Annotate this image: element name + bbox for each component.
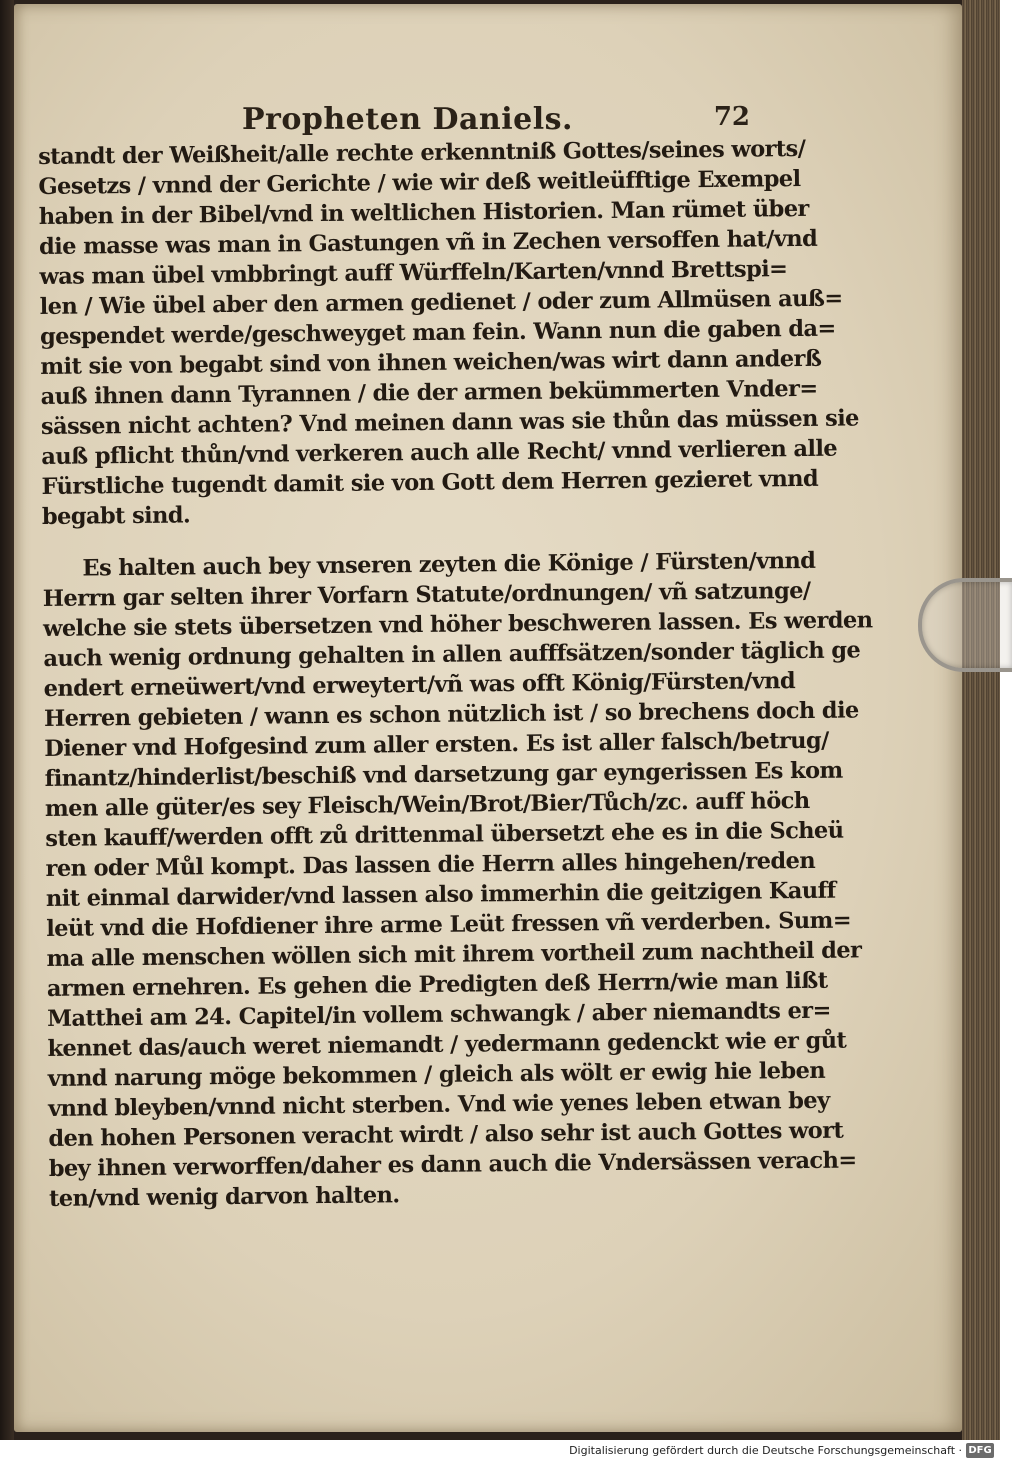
text-line: finantz/hinderlist/beschiß vnd darsetzung gar eyngerissen Es kom — [44, 757, 843, 792]
body-text — [38, 135, 873, 1214]
text-line: sässen nicht achten? Vnd meinen dann was sie thůn das müssen sie — [40, 405, 859, 440]
text-line: nit einmal darwider/vnd lassen also immerhin die geitzigen Kauff — [45, 877, 836, 912]
book-page — [14, 4, 962, 1432]
text-line: welche sie stets übersetzen vnd höher beschweren lassen. Es werden — [42, 607, 873, 642]
page-stack-edge — [962, 0, 1000, 1440]
text-line: sten kauff/werden offt zů drittenmal übersetzt ehe es in die Scheü — [45, 817, 844, 852]
text-line: Diener vnd Hofgesind zum aller ersten. Es ist aller falsch/betrug/ — [44, 727, 829, 762]
text-line: vnnd bleyben/vnnd nicht sterben. Vnd wie yenes leben etwan bey — [47, 1087, 830, 1122]
text-line: auß ihnen dann Tyrannen / die der armen bekümmerten Vnder= — [40, 375, 818, 410]
text-line: Gesetzs / vnnd der Gerichte / wie wir deß weitleüfftige Exempel — [38, 166, 801, 200]
text-line: vnnd narung möge bekommen / gleich als wölt er ewig hie leben — [47, 1057, 826, 1092]
running-title: Propheten Daniels. — [242, 102, 573, 137]
text-line: bey ihnen verworffen/daher es dann auch die Vndersässen verach= — [48, 1147, 857, 1182]
text-line: Matthei am 24. Capitel/in vollem schwangk / aber niemandts er= — [47, 997, 831, 1032]
text-line: endert erneüwert/vnd erweytert/vñ was offt König/Fürsten/vnd — [43, 668, 796, 702]
text-line: ma alle menschen wöllen sich mit ihrem vortheil zum nachtheil der — [46, 937, 862, 972]
footer-bar — [0, 1440, 1000, 1463]
text-line: Es halten auch bey vnseren zeyten die Könige / Fürsten/vnnd — [82, 547, 816, 582]
dfg-logo: DFG — [966, 1443, 994, 1458]
text-line: len / Wie übel aber den armen gedienet / oder zum Allmüsen auß= — [39, 285, 843, 320]
book-clip — [918, 578, 1012, 672]
text-line: was man übel vmbbringt auff Würffeln/Karten/vnnd Brettspi= — [39, 256, 788, 290]
text-line: Herrn gar selten ihrer Vorfarn Statute/ordnungen/ vñ satzunge/ — [42, 577, 811, 612]
left-page-edge — [0, 0, 14, 1440]
text-line: begabt sind. — [41, 502, 191, 530]
text-line: haben in der Bibel/vnd in weltlichen Historien. Man rümet über — [38, 195, 809, 230]
text-line: standt der Weißheit/alle rechte erkenntniß Gottes/seines worts/ — [38, 135, 806, 170]
text-line: auch wenig ordnung gehalten in allen aufffsätzen/sonder täglich ge — [43, 637, 861, 672]
page-number: 72 — [713, 102, 750, 132]
paragraph-1 — [38, 135, 859, 532]
text-line: ren oder Můl kompt. Das lassen die Herrn alles hingehen/reden — [45, 847, 816, 882]
text-line: mit sie von begabt sind von ihnen weichen/was wirt dann anderß — [40, 345, 822, 380]
text-line: armen ernehren. Es gehen die Predigten deß Herrn/wie man lißt — [46, 967, 828, 1002]
text-line: men alle güter/es sey Fleisch/Wein/Brot/Bier/Tůch/zc. auff höch — [44, 787, 810, 822]
text-line: den hohen Personen veracht wirdt / also sehr ist auch Gottes wort — [48, 1117, 844, 1152]
text-line: leüt vnd die Hofdiener ihre arme Leüt fressen vñ verderben. Sum= — [46, 907, 852, 942]
funding-credit: Digitalisierung gefördert durch die Deutsche Forschungsgemeinschaft · — [569, 1444, 962, 1457]
text-line: Herren gebieten / wann es schon nützlich ist / so brechens doch die — [43, 697, 859, 732]
text-line: gespendet werde/geschweyget man fein. Wann nun die gaben da= — [39, 315, 836, 350]
text-line: auß pflicht thůn/vnd verkeren auch alle Recht/ vnnd verlieren alle — [41, 435, 838, 470]
text-line: kennet das/auch weret niemandt / yedermann gedenckt wie er gůt — [47, 1027, 847, 1062]
paragraph-2 — [42, 546, 873, 1213]
text-line: Fürstliche tugendt damit sie von Gott dem Herren gezieret vnnd — [41, 465, 819, 500]
text-line: ten/vnd wenig darvon halten. — [48, 1182, 400, 1212]
text-line: die masse was man in Gastungen vñ in Zechen versoffen hat/vnd — [38, 225, 818, 260]
